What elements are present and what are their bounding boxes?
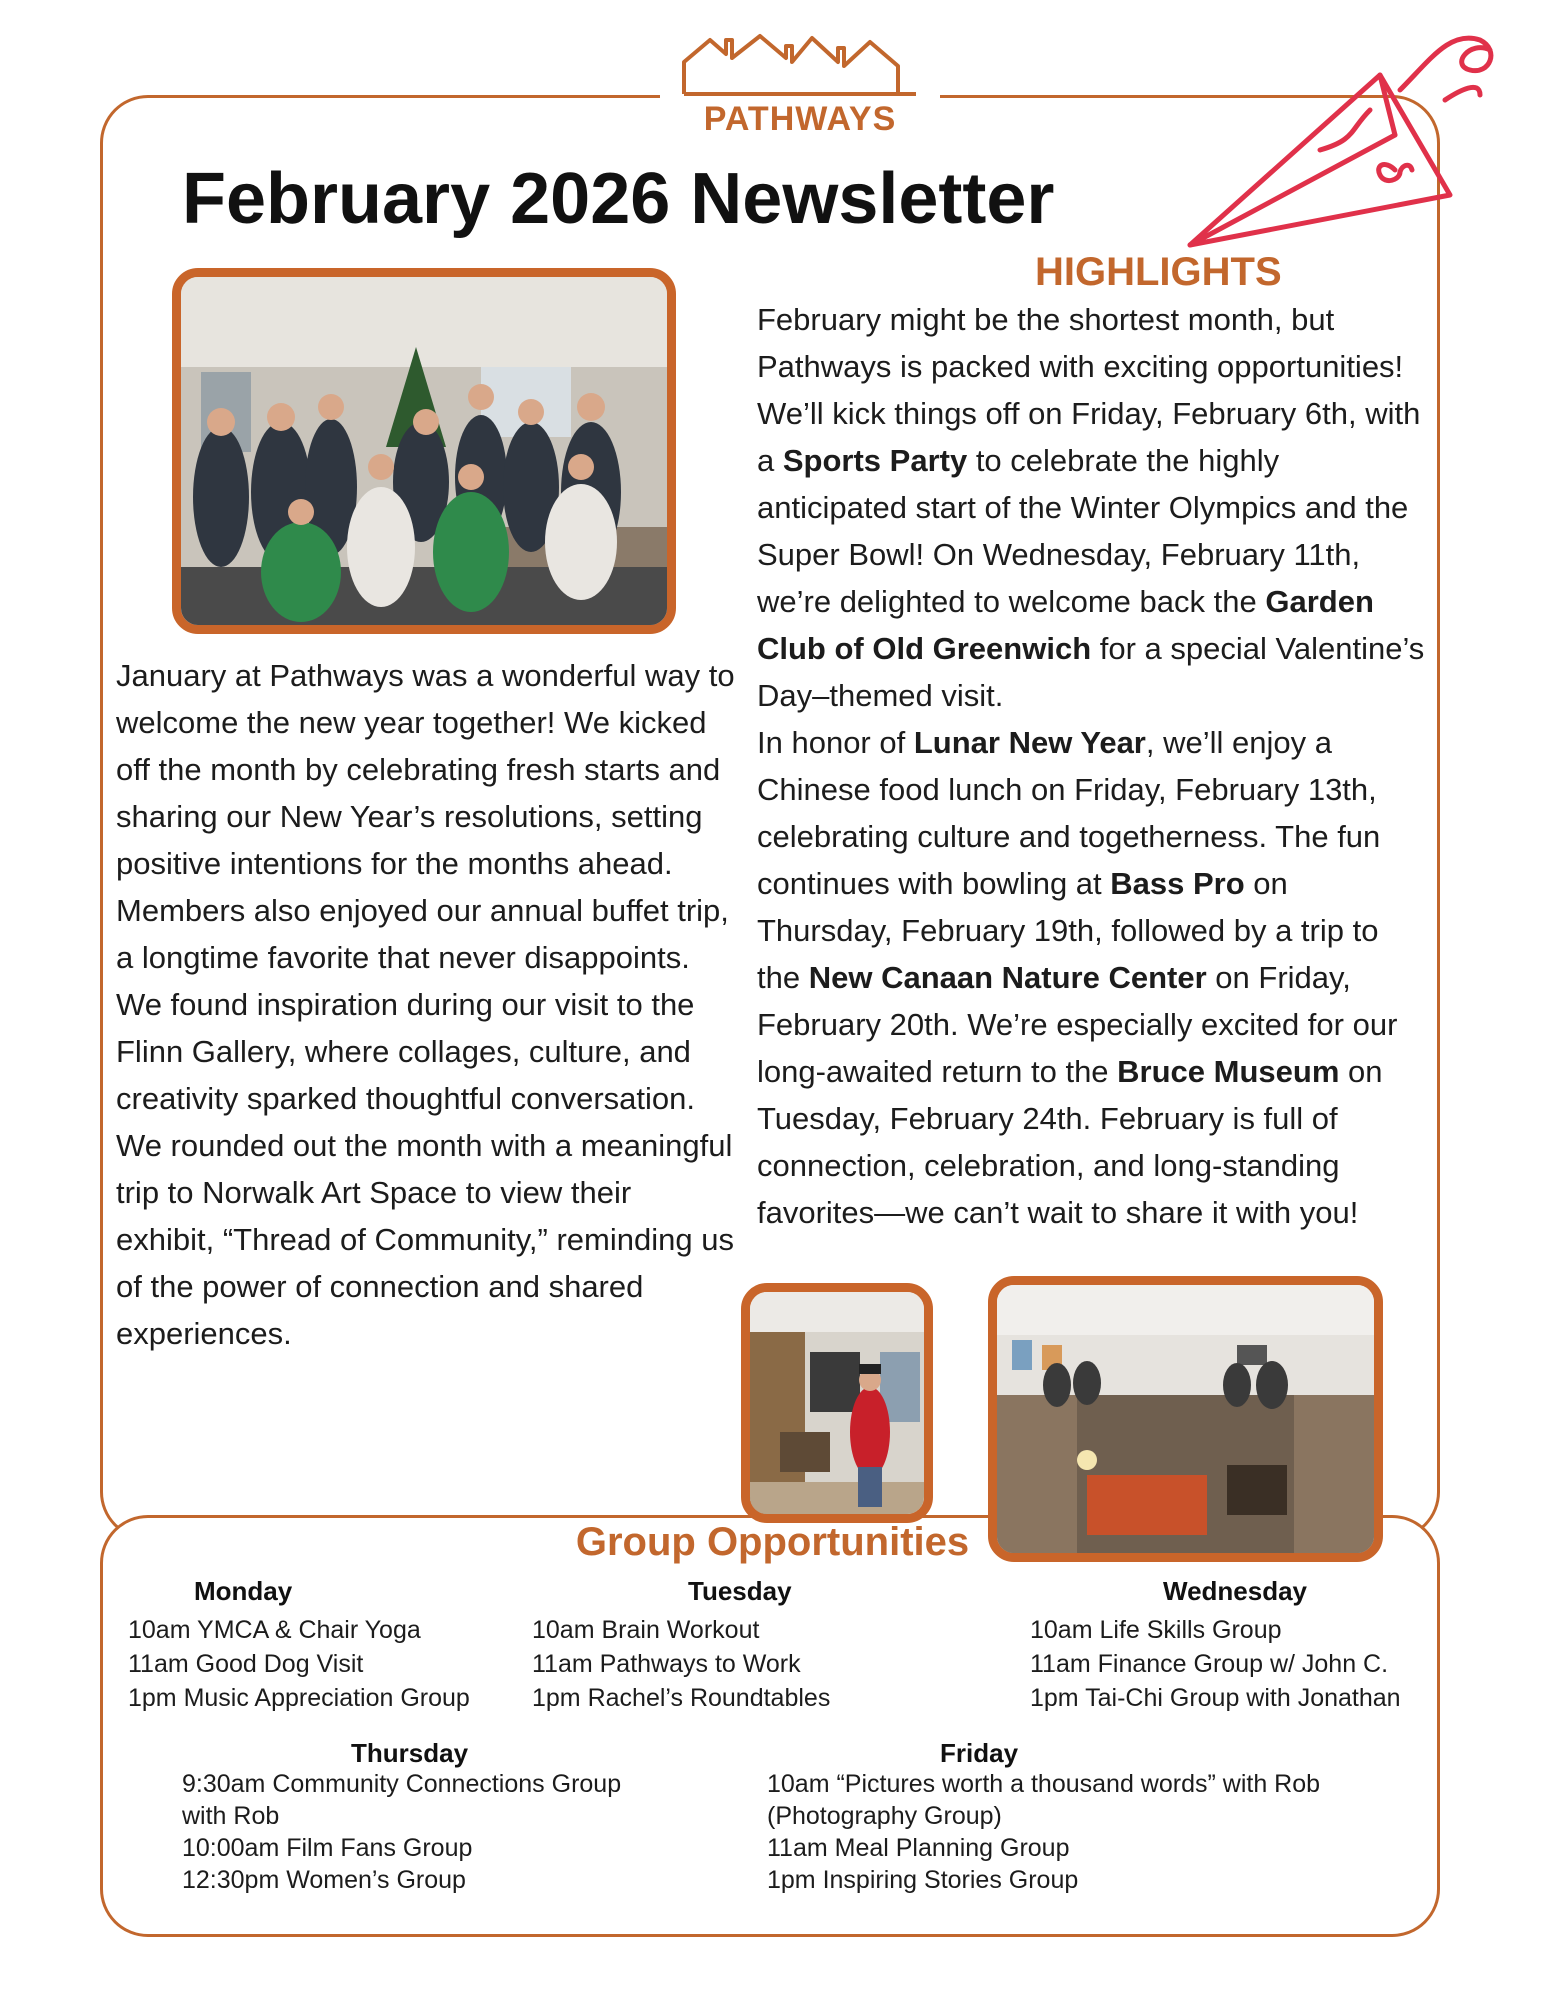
- list-item: 11am Pathways to Work: [532, 1650, 801, 1678]
- list-item: 1pm Rachel’s Roundtables: [532, 1684, 831, 1712]
- list-item: 1pm Music Appreciation Group: [128, 1684, 470, 1712]
- monday-heading: Monday: [194, 1576, 293, 1606]
- thursday-heading: Thursday: [351, 1738, 469, 1768]
- monday-list: [128, 1613, 470, 1715]
- page-title: February 2026 Newsletter: [182, 159, 1055, 239]
- list-item: 1pm Inspiring Stories Group: [767, 1866, 1079, 1894]
- list-item: 11am Finance Group w/ John C.: [1030, 1650, 1389, 1678]
- friday-heading: Friday: [940, 1738, 1019, 1768]
- wednesday-heading: Wednesday: [1163, 1576, 1308, 1606]
- tuesday-list: [532, 1613, 830, 1715]
- list-item: 12:30pm Women’s Group: [182, 1866, 466, 1894]
- highlights-text: [757, 296, 1427, 1236]
- highlights-intro: February might be the shortest month, but Pathways is packed with exciting opportunities!: [757, 302, 1404, 384]
- group-opportunities-heading: Group Opportunities: [575, 1520, 970, 1564]
- gallery-visit-photo: [741, 1283, 933, 1523]
- logo-text: PATHWAYS: [703, 100, 897, 138]
- list-item: 10:00am Film Fans Group: [182, 1834, 473, 1862]
- paper-plane-icon: [1180, 20, 1520, 260]
- wednesday-list: [1030, 1613, 1401, 1715]
- january-recap: [116, 652, 736, 1357]
- list-item: 11am Good Dog Visit: [128, 1650, 364, 1678]
- recap-paragraph: January at Pathways was a wonderful way to welcome the new year together! We kicked off the month by celebrating fresh starts and sharing our New Year’s resolutions, setting positive intentions for the months ahead. Members also enjoyed our annual buffet trip, a longtime favorite that never disappoints.: [116, 658, 735, 975]
- pathways-logo-houses-icon: [680, 28, 920, 100]
- list-item: 11am Meal Planning Group: [767, 1834, 1070, 1862]
- recap-paragraph: We found inspiration during our visit to the Flinn Gallery, where collages, culture, and creativity sparked thoughtful conversation. We rounded out the month with a meaningful trip to Norwalk Art Space to view their exhibit, “Thread of Community,” reminding us of the power of connection and shared experiences.: [116, 987, 734, 1351]
- list-item: 1pm Tai-Chi Group with Jonathan: [1030, 1684, 1401, 1712]
- group-photo: [172, 268, 676, 634]
- tuesday-heading: Tuesday: [688, 1576, 792, 1606]
- list-item: 10am Life Skills Group: [1030, 1616, 1282, 1644]
- thursday-list: [182, 1768, 662, 1896]
- list-item: 10am “Pictures worth a thousand words” with Rob (Photography Group): [767, 1770, 1321, 1830]
- highlights-heading: HIGHLIGHTS: [1035, 250, 1282, 294]
- list-item: 10am YMCA & Chair Yoga: [128, 1616, 421, 1644]
- highlights-paragraph: In honor of Lunar New Year, we’ll enjoy a Chinese food lunch on Friday, February 13th, celebrating culture and togetherness. The fun continues with bowling at Bass Pro on Thursday, February 19th, followed by a trip to the New Canaan Nature Center on Friday, February 20th. We’re especially excited for our long-awaited return to the Bruce Museum on Tuesday, February 24th. February is full of connection, celebration, and long-standing favorites—we can’t wait to share it with you!: [757, 725, 1398, 1230]
- highlights-paragraph: We’ll kick things off on Friday, February 6th, with a Sports Party to celebrate the highly anticipated start of the Winter Olympics and the Super Bowl! On Wednesday, February 11th, we’re delighted to welcome back the Garden Club of Old Greenwich for a special Valentine’s Day–themed visit.: [757, 396, 1425, 713]
- list-item: 10am Brain Workout: [532, 1616, 760, 1644]
- list-item: 9:30am Community Connections Group with Rob: [182, 1770, 622, 1830]
- friday-list: [767, 1768, 1367, 1896]
